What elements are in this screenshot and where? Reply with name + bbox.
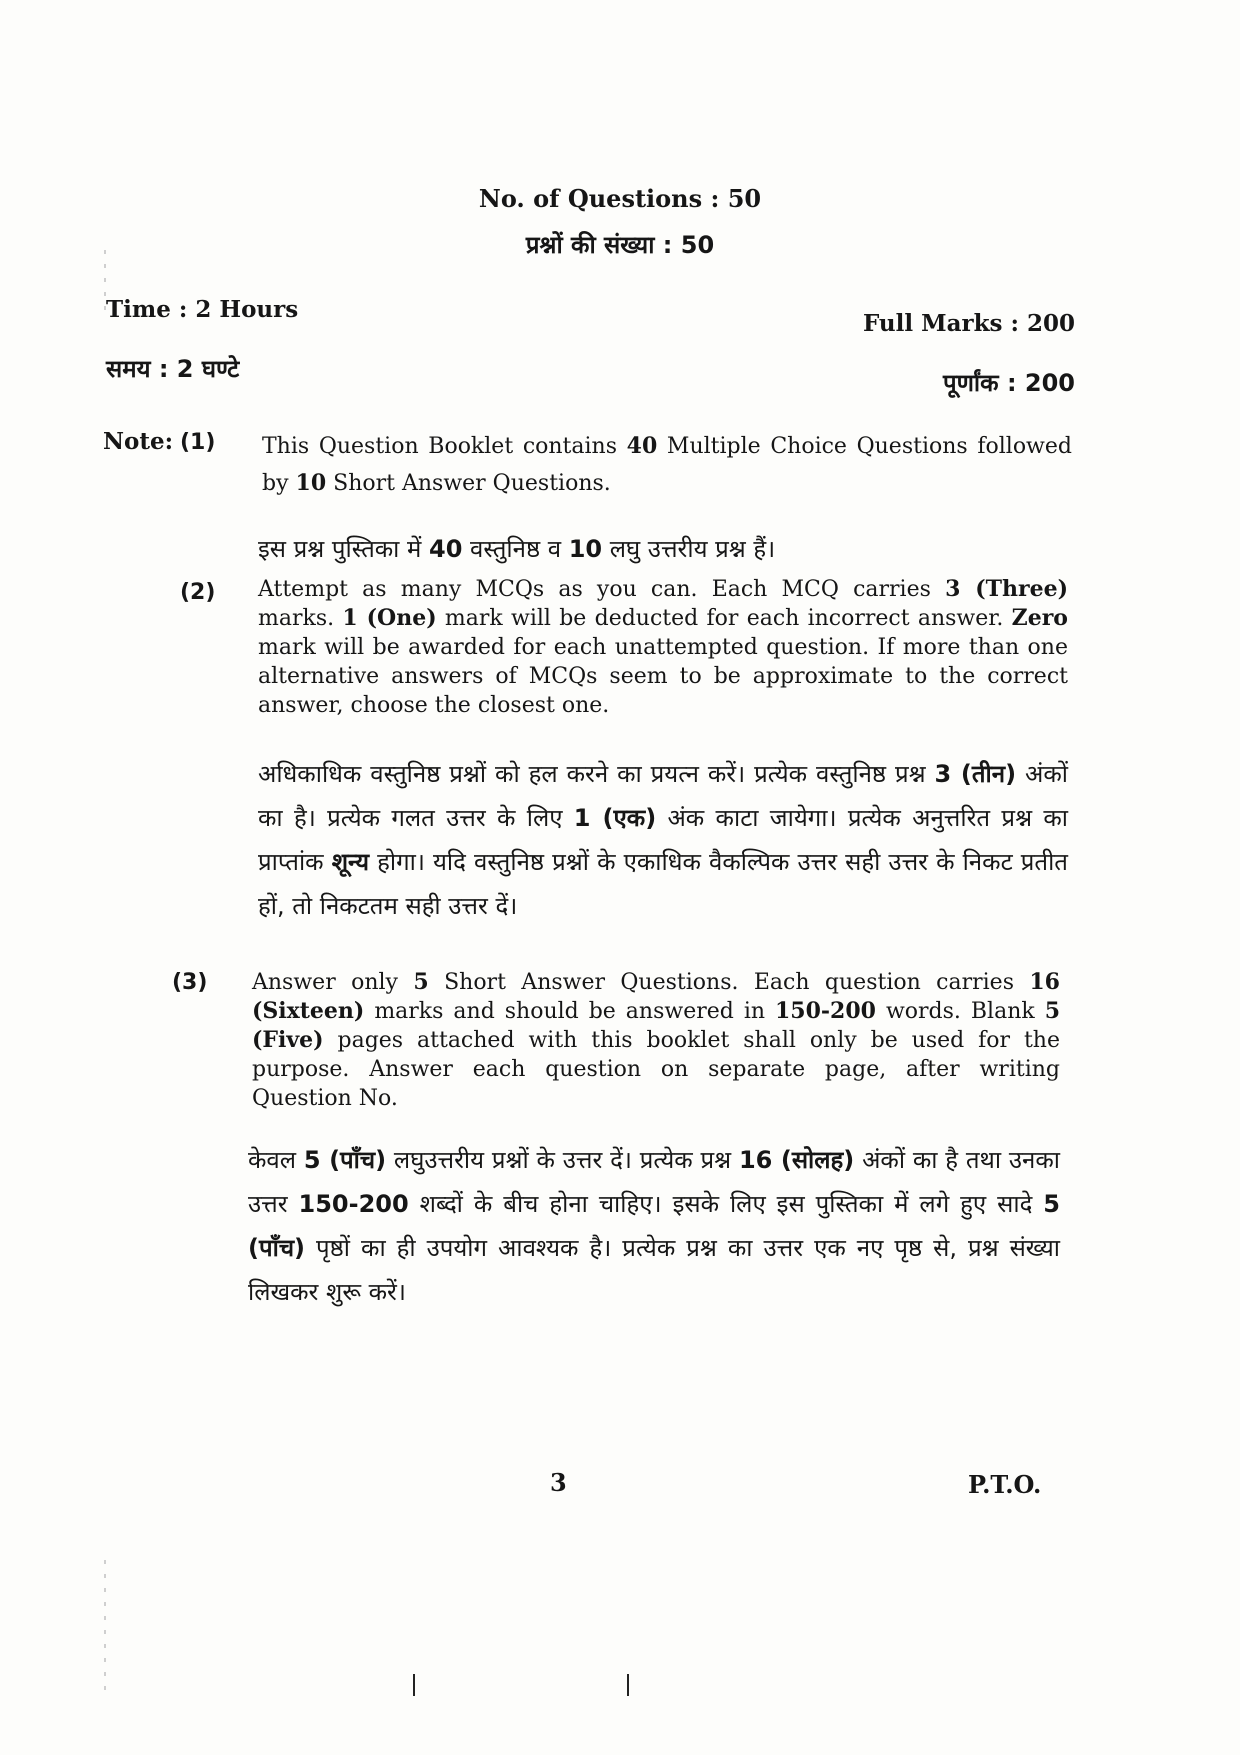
note-1-english: This Question Booklet contains 40 Multiple Choice Questions followed by 10 Short Answer Questions. — [262, 433, 1072, 496]
note-2-english: Attempt as many MCQs as you can. Each MCQ carries 3 (Three) marks. 1 (One) mark will be deducted for each incorrect answer. Zero mark will be awarded for each unattempted question. If more than one alternative answers of MCQs seem to be approximate to the correct answer, choose the closest one. — [258, 576, 1068, 718]
number-of-questions-en: No. of Questions : 50 — [478, 184, 762, 213]
time-hi: समय : 2 घण्टे — [106, 355, 240, 383]
number-of-questions-hi: प्रश्नों की संख्या : 50 — [525, 231, 715, 259]
page-number: 3 — [550, 1468, 567, 1497]
note-1-hindi: इस प्रश्न पुस्तिका में 40 वस्तुनिष्ठ व 10 लघु उत्तरीय प्रश्न हैं। — [258, 535, 776, 563]
full-marks-hi: पूर्णांक : 200 — [942, 369, 1075, 397]
note-number-1: (1) — [180, 430, 216, 455]
binding-mark-left — [413, 1674, 415, 1696]
full-marks-en: Full Marks : 200 — [862, 310, 1075, 337]
time-en: Time : 2 Hours — [106, 296, 299, 323]
note-number-2: (2) — [180, 580, 216, 605]
note-number-3: (3) — [172, 970, 208, 995]
note-3-hindi: केवल 5 (पाँच) लघुउत्तरीय प्रश्नों के उत्तर दें। प्रत्येक प्रश्न 16 (सोलह) अंकों का है तथा उनका उत्तर 150-200 शब्दों के बीच होना चाहिए। इसके लिए इस पुस्तिका में लगे हुए सादे 5 (पाँच) पृष्ठों का ही उपयोग आवश्यक है। प्रत्येक प्रश्न का उत्तर एक नए पृष्ठ से, प्रश्न संख्या लिखकर शुरू करें। — [248, 1146, 1060, 1306]
note-2-hindi: अधिकाधिक वस्तुनिष्ठ प्रश्नों को हल करने का प्रयत्न करें। प्रत्येक वस्तुनिष्ठ प्रश्न 3 (तीन) अंकों का है। प्रत्येक गलत उत्तर के लिए 1 (एक) अंक काटा जायेगा। प्रत्येक अनुत्तरित प्रश्न का प्राप्तांक शून्य होगा। यदि वस्तुनिष्ठ प्रश्नों के एकाधिक वैकल्पिक उत्तर सही उत्तर के निकट प्रतीत हों, तो निकटतम सही उत्तर दें। — [258, 760, 1068, 920]
please-turn-over: P.T.O. — [968, 1470, 1042, 1499]
binding-mark-right — [627, 1674, 629, 1696]
margin-scan-marks-lower — [104, 1560, 106, 1700]
note-3-english: Answer only 5 Short Answer Questions. Each question carries 16 (Sixteen) marks and should be answered in 150-200 words. Blank 5 (Five) pages attached with this booklet shall only be used for the purpose. Answer each question on separate page, after writing Question No. — [252, 969, 1060, 1111]
note-label: Note: — [103, 428, 174, 455]
